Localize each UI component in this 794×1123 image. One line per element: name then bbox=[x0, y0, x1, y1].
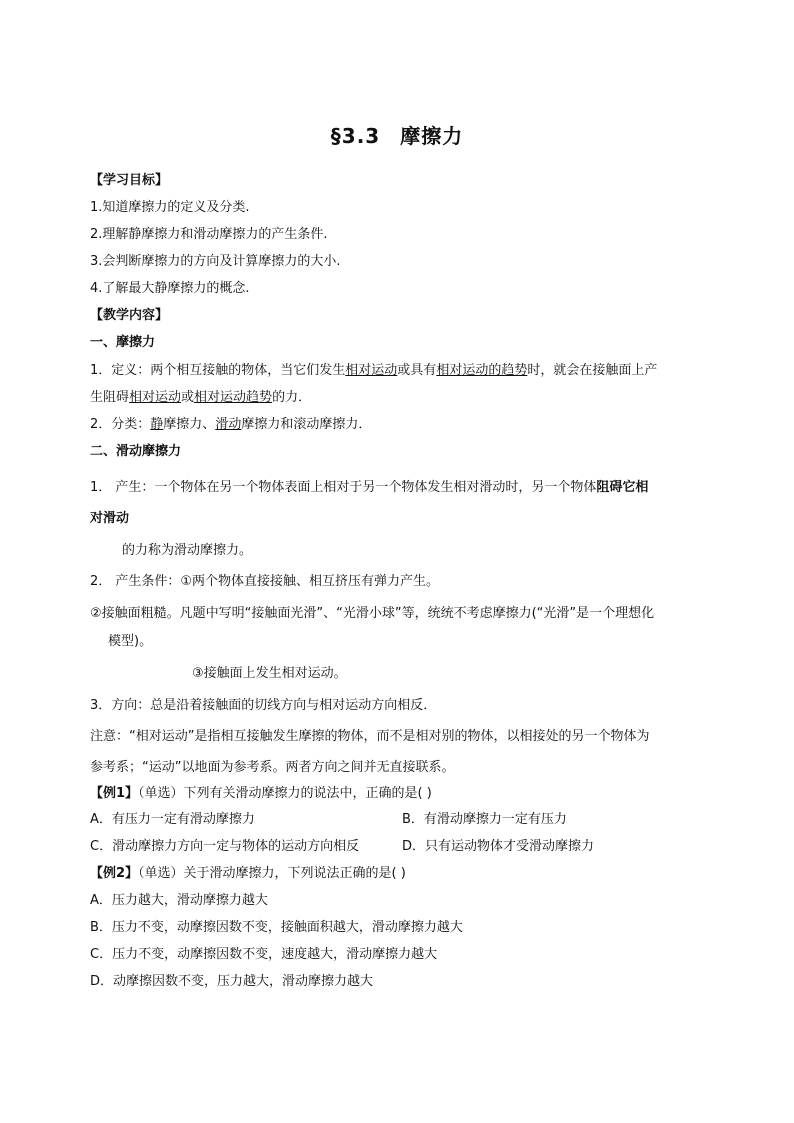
example2-tag: 【例2】 bbox=[90, 866, 139, 881]
condition-line-3: ③接触面上发生相对运动。 bbox=[192, 666, 347, 681]
condition-line: 2． 产生条件：①两个物体直接接触、相互挤压有弹力产生。 bbox=[90, 574, 440, 589]
section-name: 摩擦力 bbox=[400, 124, 464, 148]
condition-line-2-cont: 模型)。 bbox=[108, 634, 153, 649]
example1-option-c: C．滑动摩擦力方向一定与物体的运动方向相反 bbox=[90, 839, 360, 854]
page-title bbox=[0, 120, 794, 149]
direction-line: 3．方向：总是沿着接触面的切线方向与相对运动方向相反． bbox=[90, 698, 437, 713]
production-line: 1． 产生：一个物体在另一个物体表面上相对于另一个物体发生相对滑动时，另一个物体阻碍它相 bbox=[90, 480, 649, 495]
production-line-cont: 对滑动 bbox=[90, 511, 130, 526]
production-line-end: 的力称为滑动摩擦力。 bbox=[122, 543, 253, 558]
example2-option-a: A．压力越大，滑动摩擦力越大 bbox=[90, 893, 268, 908]
definition-line-1: 1．定义：两个相互接触的物体，当它们发生相对运动或具有相对运动的趋势时，就会在接触面上产 bbox=[90, 363, 658, 378]
example2-question: 【例2】（单选）关于滑动摩擦力，下列说法正确的是( ) bbox=[90, 866, 406, 881]
condition-line-2: ②接触面粗糙。凡题中写明“接触面光滑”、“光滑小球”等，统统不考虑摩擦力(“光滑”是一个理想化 bbox=[90, 606, 655, 621]
goal-item: 1.知道摩擦力的定义及分类. bbox=[90, 200, 250, 215]
example2-option-b: B．压力不变，动摩擦因数不变，接触面积越大，滑动摩擦力越大 bbox=[90, 920, 463, 935]
example2-option-c: C．压力不变，动摩擦因数不变，速度越大，滑动摩擦力越大 bbox=[90, 947, 438, 962]
content-heading: 【教学内容】 bbox=[90, 308, 169, 323]
example1-option-a: A．有压力一定有滑动摩擦力 bbox=[90, 812, 255, 827]
example1-tag: 【例1】 bbox=[90, 786, 139, 801]
goal-item: 4.了解最大静摩擦力的概念. bbox=[90, 281, 250, 296]
example2-option-d: D．动摩擦因数不变，压力越大，滑动摩擦力越大 bbox=[90, 974, 374, 989]
goal-item: 2.理解静摩擦力和滑动摩擦力的产生条件. bbox=[90, 227, 328, 242]
example1-option-b: B．有滑动摩擦力一定有压力 bbox=[402, 812, 567, 827]
note-line-1: 注意：“相对运动”是指相互接触发生摩擦的物体，而不是相对别的物体，以相接处的另一个物体为 bbox=[90, 729, 650, 744]
part1-heading: 一、摩擦力 bbox=[90, 335, 156, 350]
example1-question: 【例1】（单选）下列有关滑动摩擦力的说法中，正确的是( ) bbox=[90, 786, 432, 801]
classification-line: 2．分类：静摩擦力、滑动摩擦力和滚动摩擦力． bbox=[90, 417, 372, 432]
note-line-2: 参考系；“运动”以地面为参考系。两者方向之间并无直接联系。 bbox=[90, 760, 455, 775]
definition-line-2: 生阻碍相对运动或相对运动趋势的力． bbox=[90, 390, 312, 405]
section-number: §3.3 bbox=[330, 124, 381, 148]
example1-option-d: D．只有运动物体才受滑动摩擦力 bbox=[402, 839, 595, 854]
part2-heading: 二、滑动摩擦力 bbox=[90, 444, 182, 459]
goals-heading: 【学习目标】 bbox=[90, 173, 169, 188]
goal-item: 3.会判断摩擦力的方向及计算摩擦力的大小. bbox=[90, 254, 341, 269]
